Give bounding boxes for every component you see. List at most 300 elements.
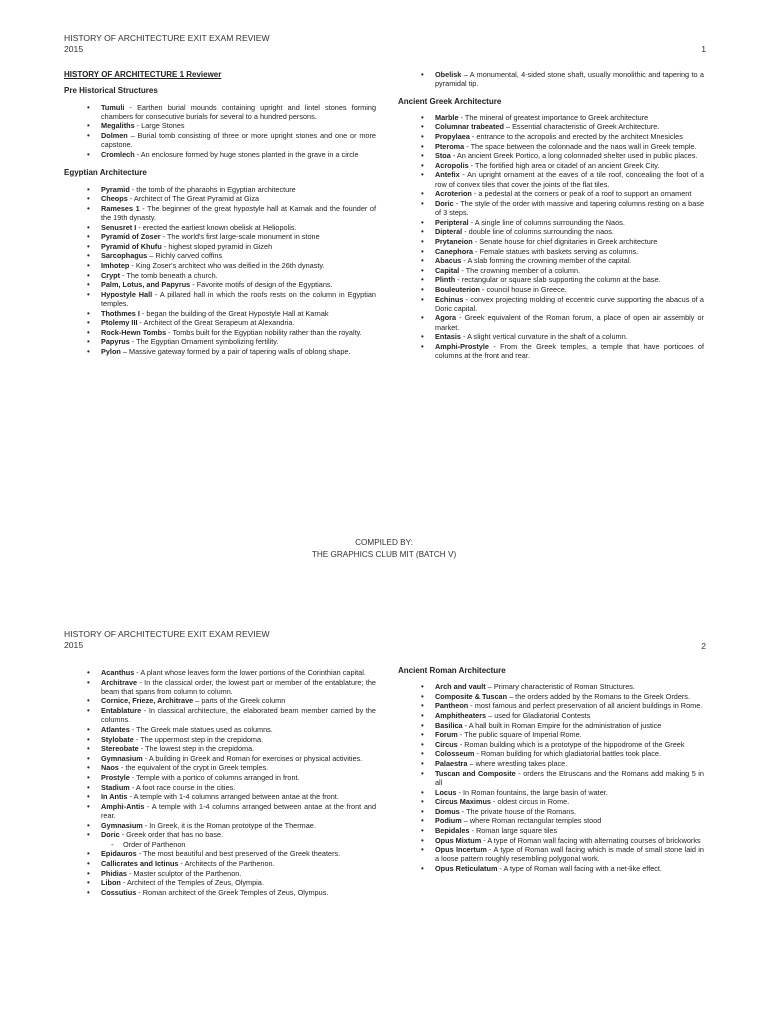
- definition: council house in Greece.: [486, 284, 567, 294]
- separator: -: [488, 341, 501, 351]
- definition: where wrestling takes place.: [475, 759, 568, 769]
- definition: where Roman rectangular temples stood: [469, 816, 602, 826]
- separator: -: [136, 849, 144, 859]
- section-title: Pre Historical Structures: [64, 86, 158, 96]
- definition: The lowest step in the crepidoma.: [145, 744, 255, 754]
- definition: A temple with 1-4 columns arranged between antae at the front.: [133, 792, 339, 802]
- separator: -: [137, 677, 145, 687]
- definition: The fortified high area or citadel of an ancient Greek City.: [475, 160, 660, 170]
- list-item: [435, 342, 704, 361]
- term: Stylobate: [101, 734, 134, 744]
- term: Echinus: [435, 294, 464, 304]
- definition: a pedestal at the corners or peak of a roof to support an ornament: [478, 189, 692, 199]
- section-title: Ancient Greek Architecture: [398, 96, 502, 106]
- separator: -: [139, 203, 148, 213]
- definition: Essential characteristic of Greek Architecture.: [512, 122, 660, 132]
- separator: -: [480, 284, 487, 294]
- reviewer-title: HISTORY OF ARCHITECTURE 1 Reviewer: [64, 70, 222, 79]
- definition: Roman architect of the Greek Temples of Zeus, Olympus.: [142, 887, 329, 897]
- definition: The mineral of greatest importance to Greek architecture: [464, 112, 649, 122]
- term: Gymnasium: [101, 820, 143, 830]
- term: Senusret I: [101, 222, 137, 232]
- term: Circus Maximus: [435, 797, 491, 807]
- list-item: [435, 170, 704, 189]
- definition: the tomb of the pharaohs in Egyptian architecture: [136, 184, 296, 194]
- term: Opus Reticulatum: [435, 863, 498, 873]
- separator: -: [468, 701, 475, 711]
- definition: In classical architecture, the elaborated beam member carried by the columns.: [101, 706, 376, 725]
- term: Agora: [435, 313, 457, 323]
- separator: -: [134, 149, 141, 159]
- list-item: [101, 103, 376, 122]
- term: Cornice, Frieze, Architrave: [101, 696, 194, 706]
- term: Locus: [435, 787, 457, 797]
- list-item: [435, 845, 704, 864]
- list-item: [435, 730, 704, 739]
- term: Obelisk: [435, 70, 462, 79]
- term: Bepidales: [435, 825, 470, 835]
- separator: -: [471, 189, 479, 199]
- list-item: [435, 247, 704, 256]
- separator: -: [129, 184, 137, 194]
- separator: -: [118, 763, 126, 773]
- header-year: 2015: [64, 640, 84, 650]
- separator: -: [190, 280, 197, 290]
- term: Palm, Lotus, and Papyrus: [101, 280, 191, 290]
- definition: In Greek, it is the Roman prototype of the Thermae.: [149, 820, 316, 830]
- list-item: [435, 816, 704, 825]
- page-number: 1: [701, 44, 706, 54]
- definition: oldest circus in Rome.: [497, 797, 570, 807]
- definition: Favorite motifs of design of the Egyptians.: [196, 280, 333, 290]
- list-item: [101, 131, 376, 150]
- definition: A type of Roman wall facing with alternating courses of brickworks: [487, 835, 701, 845]
- list-item: [435, 769, 704, 788]
- section-title: Egyptian Architecture: [64, 168, 147, 178]
- definition: rectangular or square slab supporting the column at the base.: [461, 275, 661, 285]
- list-item: [435, 70, 704, 89]
- definition: entrance to the acropolis and erected by the architect Mnesicles: [476, 132, 683, 142]
- left-column: [64, 70, 376, 365]
- left-column: [64, 668, 376, 906]
- definition: The most beautiful and best preserved of the Greek theaters.: [143, 849, 341, 859]
- separator: -: [166, 327, 173, 337]
- definition: convex projecting molding of eccentric curve supporting the abacus of a Doric capital.: [435, 294, 704, 313]
- page-number: 2: [701, 641, 706, 651]
- list-item: [101, 251, 376, 260]
- term: Prytaneion: [435, 237, 473, 247]
- list-item: [101, 668, 376, 677]
- separator: –: [486, 711, 495, 721]
- greek-terms-list: [64, 668, 376, 897]
- list-item: [435, 122, 704, 131]
- list-item: [101, 280, 376, 289]
- separator: -: [468, 217, 475, 227]
- separator: -: [142, 820, 150, 830]
- list-item: [435, 740, 704, 749]
- separator: -: [472, 237, 480, 247]
- term: Opus Incertum: [435, 845, 487, 855]
- list-item: [435, 227, 704, 236]
- definition: erected the earliest known obelisk at Heliopolis.: [142, 222, 297, 232]
- separator: –: [127, 131, 138, 141]
- list-item: [435, 749, 704, 758]
- definition: most famous and perfect preservation of all ancient buildings in Rome.: [474, 701, 703, 711]
- right-sections: [398, 97, 704, 361]
- separator: -: [119, 830, 127, 840]
- separator: -: [462, 720, 469, 730]
- separator: -: [142, 753, 149, 763]
- definition: parts of the Greek column: [201, 696, 286, 706]
- definition: Large Stones: [141, 121, 185, 131]
- term: Rameses 1: [101, 203, 140, 213]
- separator: -: [456, 787, 463, 797]
- separator: -: [161, 241, 169, 251]
- separator: -: [136, 222, 143, 232]
- list-item: [435, 711, 704, 720]
- term: Capital: [435, 265, 460, 275]
- definition: Primary characteristic of Roman Structures.: [493, 682, 635, 692]
- definition: Architect of the Great Serapeum at Alexandria.: [143, 318, 295, 328]
- definition: Tombs built for the Egyptian nobility rather than the royalty.: [172, 327, 362, 337]
- document-page-2: [0, 596, 768, 1024]
- separator: -: [460, 332, 468, 342]
- list-item: [435, 285, 704, 294]
- definition: A slab forming the crowning member of the capital.: [467, 256, 632, 266]
- definition: Temple with a portico of columns arranged in front.: [136, 772, 300, 782]
- term: Dolmen: [101, 131, 128, 141]
- definition: Senate house for chief dignitaries in Greek architecture: [479, 237, 658, 247]
- term: Entablature: [101, 706, 142, 716]
- separator: -: [134, 668, 141, 677]
- term: Pylon: [101, 347, 121, 357]
- list-item: [435, 266, 704, 275]
- list-item: [101, 223, 376, 232]
- term: Amphitheaters: [435, 711, 487, 721]
- list-item: [101, 194, 376, 203]
- term: Imhotep: [101, 261, 130, 271]
- term: Doric: [101, 830, 120, 840]
- compiled-by-footer: [0, 537, 768, 560]
- list-item: [101, 783, 376, 792]
- separator: -: [459, 265, 466, 275]
- list-item: [435, 701, 704, 710]
- term: Tumuli: [101, 102, 125, 112]
- separator: –: [467, 759, 476, 769]
- left-sections: [64, 86, 376, 356]
- definition: used for Gladiatorial Contests: [494, 711, 591, 721]
- separator: -: [129, 261, 136, 271]
- list-item: [101, 337, 376, 346]
- definition: the orders added by the Romans to the Greek Orders.: [515, 691, 690, 701]
- definition: A type of Roman wall facing which is made of small stone laid in a loose pattern roughly resembling polygonal work.: [435, 845, 704, 864]
- separator: –: [503, 122, 513, 132]
- list-item: [435, 313, 704, 332]
- definition: The Egyptian Ornament symbolizing fertility.: [136, 337, 279, 347]
- term: Papyrus: [101, 337, 130, 347]
- separator: –: [461, 70, 470, 79]
- separator: -: [457, 730, 465, 740]
- term: Cheops: [101, 194, 128, 204]
- list-item: [435, 199, 704, 218]
- term: Crypt: [101, 270, 121, 280]
- separator: -: [457, 739, 465, 749]
- separator: -: [120, 270, 127, 280]
- list-item: [101, 271, 376, 280]
- definition: Roman large square tiles: [475, 825, 558, 835]
- definition: orders the Etruscans and the Romans add making 5 in all: [435, 768, 704, 787]
- definition: The public square of Imperial Rome.: [464, 730, 582, 740]
- separator: -: [127, 194, 134, 204]
- list-item: [101, 888, 376, 897]
- term: Marble: [435, 112, 459, 122]
- term: Pteroma: [435, 141, 465, 151]
- definition: Roman building for which gladiatorial battles took place.: [480, 749, 661, 759]
- compiled-club-name: THE GRAPHICS CLUB MIT (BATCH V): [311, 549, 457, 559]
- definition: An ancient Greek Portico, a long colonnaded shelter used in public places.: [456, 151, 698, 161]
- separator: -: [120, 878, 127, 888]
- list-item: [101, 773, 376, 782]
- term: Acroterion: [435, 189, 472, 199]
- separator: -: [133, 734, 141, 744]
- list-item: [435, 256, 704, 265]
- list-item: [435, 189, 704, 198]
- list-item: [101, 318, 376, 327]
- list-item: [101, 328, 376, 337]
- term: Composite & Tuscan: [435, 691, 508, 701]
- separator: -: [129, 772, 137, 782]
- definition: A single line of columns surrounding the Naos.: [474, 217, 625, 227]
- definition: The uppermost step in the crepidoma.: [140, 734, 264, 744]
- list-item: [101, 821, 376, 830]
- list-item: [435, 275, 704, 284]
- list-item: [435, 759, 704, 768]
- term: Gymnasium: [101, 753, 143, 763]
- definition: Female statues with baskets serving as columns.: [479, 246, 639, 256]
- separator: -: [469, 132, 477, 142]
- definition: The beginner of the great hypostyle hall at Karnak and the founder of the 19th dynasty.: [101, 203, 376, 223]
- term: In Antis: [101, 792, 128, 802]
- compiled-by-label: COMPILED BY:: [355, 538, 413, 547]
- separator: –: [507, 691, 516, 701]
- list-item: [435, 295, 704, 314]
- separator: -: [469, 825, 476, 835]
- term: Thothmes I: [101, 308, 140, 318]
- separator: -: [138, 744, 146, 754]
- definition: The tomb beneath a church.: [126, 270, 218, 280]
- definition: Roman building which is a prototype of the hippodrome of the Greek: [464, 739, 685, 749]
- separator: -: [461, 256, 468, 266]
- definition: A type of Roman wall facing with a net-like effect.: [503, 863, 662, 873]
- list-item: [101, 849, 376, 858]
- definition: From the Greek temples, a temple that have porticoes of columns at the front and rear.: [435, 341, 704, 361]
- separator: -: [515, 768, 524, 778]
- section-list: [398, 682, 704, 873]
- term: Atlantes: [101, 724, 130, 734]
- list-item: [101, 261, 376, 270]
- definition: A plant whose leaves form the lower portions of the Corinthian capital.: [140, 668, 366, 677]
- section-list: [398, 113, 704, 361]
- list-item: [101, 232, 376, 241]
- definition: Massive gateway formed by a pair of tapering walls of oblong shape.: [129, 347, 351, 357]
- definition: In Roman fountains, the large basin of water.: [463, 787, 608, 797]
- list-item: [101, 706, 376, 725]
- list-item: [101, 725, 376, 734]
- term: Stadium: [101, 782, 130, 792]
- list-item: [101, 754, 376, 763]
- list-item: [435, 721, 704, 730]
- definition: Master sculptor of the Parthenon.: [133, 868, 242, 878]
- separator: -: [178, 858, 185, 868]
- definition: began the building of the Great Hypostyle Hall at Karnak: [146, 308, 329, 318]
- term: Sarcophagus: [101, 251, 148, 261]
- list-item: [101, 859, 376, 868]
- separator: -: [134, 121, 142, 131]
- separator: -: [129, 782, 136, 792]
- definition: An upright ornament at the eaves of a tile roof, concealing the foot of a row of convex tiles that cover the joints of the flat tiles.: [435, 170, 704, 189]
- term: Circus: [435, 739, 458, 749]
- term: Amphi-Prostyle: [435, 341, 489, 351]
- term: Cromlech: [101, 149, 135, 159]
- list-item: [101, 696, 376, 705]
- list-item: [435, 161, 704, 170]
- term: Abacus: [435, 256, 462, 266]
- separator: -: [473, 246, 480, 256]
- separator: -: [462, 227, 469, 237]
- term: Peripteral: [435, 217, 469, 227]
- term: Propylaea: [435, 132, 470, 142]
- definition: The private house of the Romans.: [466, 806, 577, 816]
- separator: –: [120, 347, 129, 357]
- term: Stereobate: [101, 744, 139, 754]
- term: Columnar trabeated: [435, 122, 504, 132]
- list-item: [101, 678, 376, 697]
- separator: -: [141, 706, 149, 716]
- separator: -: [463, 294, 471, 304]
- separator: -: [137, 318, 144, 328]
- definition: The Greek male statues used as columns.: [136, 724, 273, 734]
- separator: –: [147, 251, 156, 261]
- separator: -: [456, 313, 465, 323]
- list-item: [435, 836, 704, 845]
- list-item: [101, 735, 376, 744]
- page-header: [64, 33, 270, 55]
- term: Epidauros: [101, 849, 137, 859]
- separator: -: [450, 151, 457, 161]
- list-item: [435, 132, 704, 141]
- list-item: [101, 150, 376, 159]
- definition: Greek equivalent of the Roman forum, a place of open air assembly or market.: [435, 313, 704, 332]
- list-item: [435, 826, 704, 835]
- separator: –: [485, 682, 494, 692]
- term: Architrave: [101, 677, 138, 687]
- list-item: [435, 692, 704, 701]
- term: Pyramid of Khufu: [101, 241, 162, 251]
- list-item: [101, 204, 376, 223]
- definition: A foot race course in the cities.: [135, 782, 236, 792]
- term: Plinth: [435, 275, 456, 285]
- term: Antefix: [435, 170, 460, 180]
- term: Prostyle: [101, 772, 130, 782]
- definition: double line of columns surrounding the naos.: [468, 227, 614, 237]
- term: Pyramid of Zoser: [101, 232, 161, 242]
- definition: Order of Parthenon: [123, 839, 186, 849]
- list-item: [435, 797, 704, 806]
- separator: -: [453, 198, 461, 208]
- term: Ptolemy III: [101, 318, 138, 328]
- term: Rock-Hewn Tombs: [101, 327, 167, 337]
- term: Naos: [101, 763, 119, 773]
- term: Palaestra: [435, 759, 468, 769]
- section-list: [64, 185, 376, 357]
- term: Acanthus: [101, 668, 135, 677]
- term: Phidias: [101, 868, 127, 878]
- term: Bouleuterion: [435, 284, 480, 294]
- right-column: [398, 666, 704, 882]
- definition: A building in Greek and Roman for exercises or physical activities.: [148, 753, 363, 763]
- definition: the equivalent of the crypt in Greek temples.: [125, 763, 269, 773]
- list-item: [101, 878, 376, 887]
- list-item: [101, 185, 376, 194]
- term: Colosseum: [435, 749, 475, 759]
- list-item: [435, 682, 704, 691]
- term: Callicrates and Ictinus: [101, 858, 179, 868]
- definition: A hall built in Roman Empire for the administration of justice: [468, 720, 662, 730]
- term: Megaliths: [101, 121, 135, 131]
- list-item: [101, 792, 376, 801]
- obelisk-list: [398, 70, 704, 89]
- definition: Richly carved coffins: [155, 251, 223, 261]
- right-column: [398, 70, 704, 370]
- definition: A slight vertical curvature in the shaft of a column.: [467, 332, 628, 342]
- list-item: [101, 744, 376, 753]
- definition: The style of the order with massive and tapering columns resting on a base of 3 steps.: [435, 198, 704, 218]
- definition: highest sloped pyramid in Gizeh: [168, 241, 273, 251]
- separator: -: [468, 160, 476, 170]
- term: Libon: [101, 878, 121, 888]
- term: Stoa: [435, 151, 451, 161]
- term: Entasis: [435, 332, 461, 342]
- list-item: [101, 347, 376, 356]
- separator: -: [497, 863, 504, 873]
- header-year: 2015: [64, 44, 84, 54]
- list-item: [435, 807, 704, 816]
- definition: Architects of the Parthenon.: [184, 858, 275, 868]
- list-item: [435, 218, 704, 227]
- term: Cossutius: [101, 887, 137, 897]
- separator: -: [127, 792, 134, 802]
- definition: The crowning member of a column.: [465, 265, 581, 275]
- list-item: [435, 113, 704, 122]
- list-item: [435, 142, 704, 151]
- term: Podium: [435, 816, 462, 826]
- separator: –: [461, 816, 470, 826]
- definition: Architect of The Great Pyramid at Giza: [133, 194, 260, 204]
- separator: –: [193, 696, 202, 706]
- list-item: [435, 332, 704, 341]
- header-title: HISTORY OF ARCHITECTURE EXIT EXAM REVIEW: [64, 33, 270, 43]
- list-item: [101, 121, 376, 130]
- list-item: [101, 763, 376, 772]
- term: Opus Mixtum: [435, 835, 482, 845]
- list-item: [435, 864, 704, 873]
- term: Amphi-Antis: [101, 801, 145, 811]
- list-item: [435, 237, 704, 246]
- term: Tuscan and Composite: [435, 768, 516, 778]
- separator: -: [126, 868, 134, 878]
- list-item: [101, 290, 376, 309]
- term: Pyramid: [101, 184, 130, 194]
